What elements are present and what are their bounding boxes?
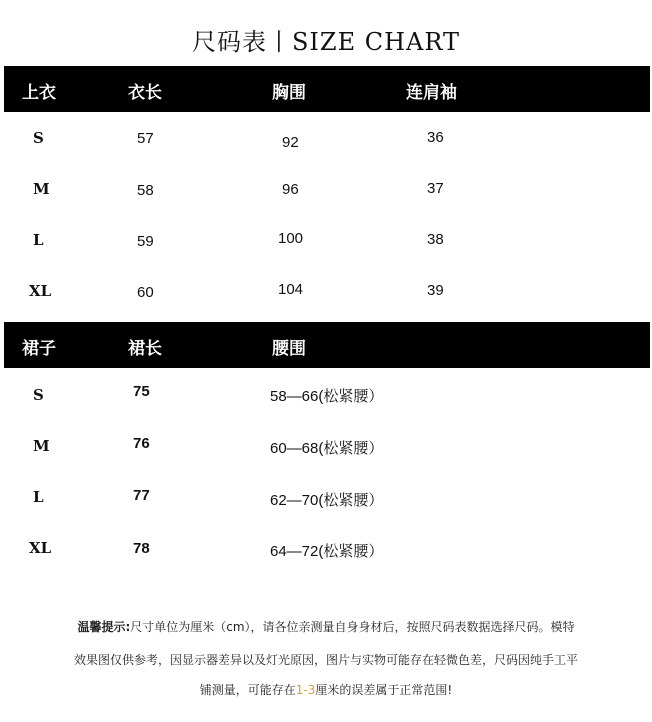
note-highlight: 1-3 xyxy=(295,683,316,697)
skirt-size: M xyxy=(33,437,50,455)
tops-sleeve: 38 xyxy=(427,231,444,248)
skirt-size: XL xyxy=(29,539,52,557)
skirt-waist: 64—72(松紧腰） xyxy=(270,543,384,560)
tops-size: L xyxy=(33,231,44,249)
tops-chest: 92 xyxy=(282,134,299,151)
skirt-size: L xyxy=(33,488,44,506)
skirt-length: 76 xyxy=(133,435,150,452)
note-text-3a: 铺测量，可能存在 xyxy=(199,683,296,697)
tops-size: S xyxy=(33,129,44,147)
tops-length: 57 xyxy=(137,130,154,147)
skirt-waist: 60—68(松紧腰） xyxy=(270,440,384,457)
header-waist: 腰围 xyxy=(272,339,306,359)
skirt-waist: 58—66(松紧腰） xyxy=(270,388,384,405)
skirt-length: 75 xyxy=(133,383,150,400)
skirt-header-bar xyxy=(4,322,650,368)
tops-size: M xyxy=(33,180,50,198)
header-top-length: 衣长 xyxy=(128,83,162,103)
note-line-3 xyxy=(0,681,652,698)
tops-sleeve: 37 xyxy=(427,180,444,197)
note-line-1 xyxy=(0,618,652,635)
tops-chest: 104 xyxy=(278,281,304,298)
header-skirt: 裙子 xyxy=(22,339,56,359)
tops-chest: 96 xyxy=(282,181,299,198)
tops-length: 58 xyxy=(137,182,154,199)
note-label: 温馨提示: xyxy=(77,620,131,634)
tops-size: XL xyxy=(29,282,52,300)
header-tops: 上衣 xyxy=(22,83,56,103)
tops-length: 59 xyxy=(137,233,154,250)
header-skirt-length: 裙长 xyxy=(128,339,162,359)
tops-sleeve: 39 xyxy=(427,282,444,299)
header-sleeve: 连肩袖 xyxy=(406,83,457,103)
note-text-1: 尺寸单位为厘米（cm），请各位亲测量自身身材后，按照尺码表数据选择尺码。模特 xyxy=(130,620,575,634)
tops-length: 60 xyxy=(137,284,154,301)
tops-chest: 100 xyxy=(278,230,304,247)
tops-header-bar xyxy=(4,66,650,112)
tops-sleeve: 36 xyxy=(427,129,444,146)
skirt-size: S xyxy=(33,386,44,404)
skirt-length: 78 xyxy=(133,540,150,557)
page-title: 尺码表丨SIZE CHART xyxy=(191,28,461,56)
skirt-waist: 62—70(松紧腰） xyxy=(270,492,384,509)
note-text-3b: 厘米的误差属于正常范围! xyxy=(315,683,453,697)
header-chest: 胸围 xyxy=(272,83,306,103)
skirt-length: 77 xyxy=(133,487,150,504)
note-line-2: 效果图仅供参考，因显示器差异以及灯光原因，图片与实物可能存在轻微色差，尺码因纯手工平 xyxy=(73,653,578,667)
